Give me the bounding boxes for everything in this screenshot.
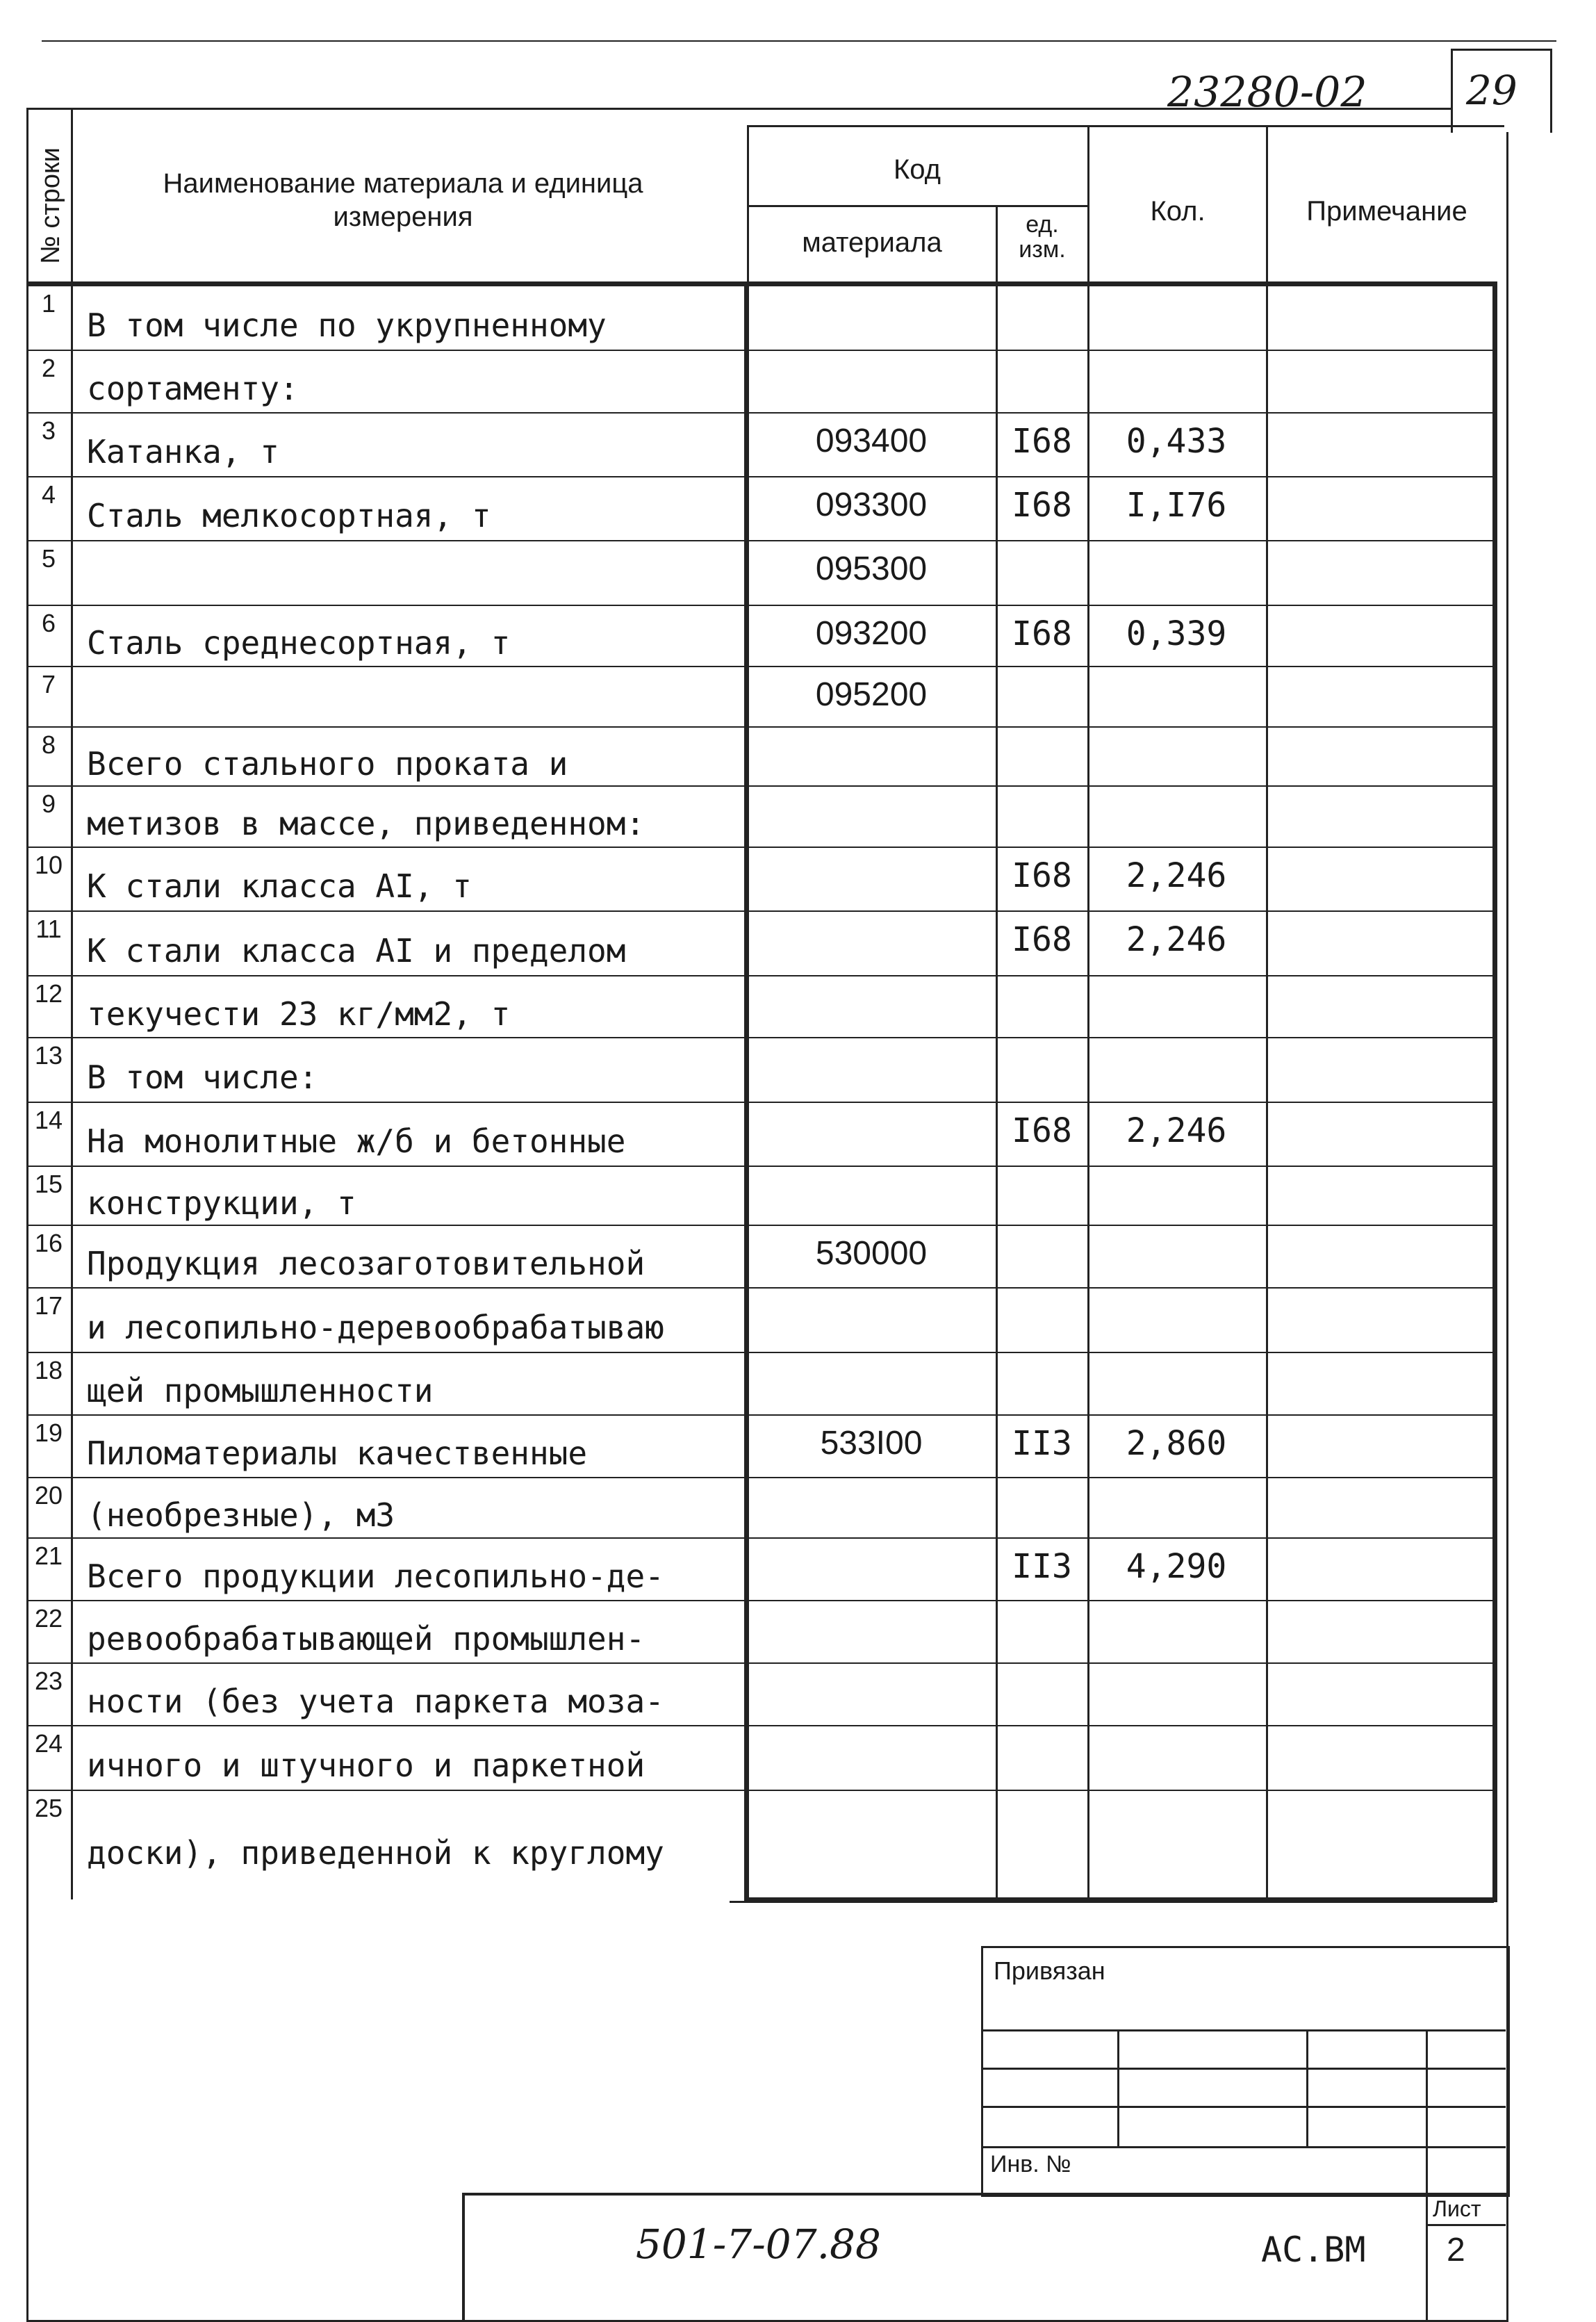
code-header: Код bbox=[893, 154, 941, 185]
col-right-thick bbox=[1492, 285, 1497, 1901]
cell-material-name: К стали класса AI, т bbox=[87, 867, 472, 905]
cell-unit-code: II3 bbox=[1012, 1424, 1072, 1463]
cell-material-name: Всего стального проката и bbox=[87, 744, 568, 783]
header-bottom-line bbox=[26, 281, 1497, 286]
row-divider bbox=[26, 1790, 1497, 1791]
cell-quantity: 2,246 bbox=[1126, 856, 1227, 895]
row-number: 6 bbox=[41, 609, 56, 637]
col-divider-unit bbox=[1087, 125, 1089, 1901]
row-divider bbox=[26, 1352, 1497, 1353]
row-divider bbox=[26, 540, 1497, 541]
row-number: 15 bbox=[34, 1170, 63, 1198]
row-number: 11 bbox=[35, 915, 62, 943]
cell-unit-code: I68 bbox=[1012, 920, 1072, 959]
row-number: 7 bbox=[41, 670, 56, 698]
code-material-header: материала bbox=[802, 227, 942, 258]
row-divider bbox=[26, 1537, 1497, 1539]
cell-material-name: В том числе по укрупненному bbox=[87, 306, 607, 344]
cell-unit-code: I68 bbox=[1012, 856, 1072, 895]
row-number: 5 bbox=[41, 544, 56, 573]
title-sheet-divider bbox=[1426, 2193, 1428, 2320]
cell-material-name: Продукция лесозаготовительной bbox=[87, 1245, 645, 1282]
cell-material-name: (необрезные), м3 bbox=[87, 1496, 395, 1534]
project-code: 501-7-07.88 bbox=[636, 2221, 881, 2268]
attached-col-3 bbox=[1426, 2029, 1428, 2193]
cell-unit-code: I68 bbox=[1012, 486, 1072, 525]
row-divider bbox=[26, 1662, 1497, 1664]
row-number: 18 bbox=[34, 1356, 63, 1384]
cell-material-code: 095300 bbox=[815, 550, 928, 587]
cell-material-name: К стали класса AI и пределом bbox=[87, 931, 626, 970]
row-number: 24 bbox=[34, 1729, 63, 1758]
table-top-line bbox=[26, 108, 1451, 110]
cell-quantity: 4,290 bbox=[1126, 1547, 1227, 1586]
cell-unit-code: II3 bbox=[1012, 1547, 1072, 1586]
col-divider-code bbox=[996, 207, 998, 1901]
cell-material-name: Пиломатериалы качественные bbox=[87, 1434, 588, 1472]
cell-material-name: ности (без учета паркета моза- bbox=[87, 1683, 664, 1720]
row-divider bbox=[26, 910, 1497, 912]
row-number: 14 bbox=[34, 1106, 63, 1134]
cell-material-name: текучести 23 кг/мм2, т bbox=[87, 995, 511, 1033]
row-divider bbox=[26, 785, 1497, 787]
name-header: Наименование материала и единица измерения bbox=[163, 168, 643, 232]
row-number: 4 bbox=[41, 480, 56, 509]
document-number: 23280-02 bbox=[1167, 68, 1367, 117]
cell-material-name: Катанка, т bbox=[87, 433, 279, 471]
cell-material-name: Всего продукции лесопильно-де- bbox=[87, 1557, 664, 1595]
cell-quantity: 0,433 bbox=[1126, 422, 1227, 461]
cell-material-name: На монолитные ж/б и бетонные bbox=[87, 1122, 626, 1160]
inv-label: Инв. № bbox=[990, 2151, 1071, 2177]
cell-material-code: 095200 bbox=[815, 676, 928, 713]
cell-material-code: 093300 bbox=[815, 487, 928, 523]
sheet-label-line bbox=[1426, 2224, 1506, 2226]
row-number: 10 bbox=[34, 851, 63, 879]
cell-material-code: 093200 bbox=[815, 615, 928, 652]
row-divider bbox=[26, 1600, 1497, 1601]
table-bottom-thick bbox=[744, 1897, 1497, 1902]
cell-material-name: конструкции, т bbox=[87, 1184, 356, 1222]
col-divider-name-thick bbox=[744, 285, 749, 1901]
col-divider-qty bbox=[1266, 125, 1268, 1901]
cell-quantity: I,I76 bbox=[1126, 486, 1227, 525]
qty-header: Кол. bbox=[1150, 196, 1206, 227]
row-divider bbox=[26, 1287, 1497, 1289]
row-divider bbox=[26, 1477, 1497, 1478]
code-unit-header: ед. изм. bbox=[1019, 211, 1066, 263]
row-divider bbox=[26, 605, 1497, 606]
row-number: 22 bbox=[34, 1604, 63, 1633]
sheet-label: Лист bbox=[1433, 2196, 1481, 2221]
cell-material-name: Сталь мелкосортная, т bbox=[87, 497, 491, 534]
cell-quantity: 0,339 bbox=[1126, 614, 1227, 653]
row-number: 12 bbox=[34, 979, 63, 1008]
row-divider bbox=[26, 1037, 1497, 1038]
row-divider bbox=[26, 975, 1497, 976]
cell-unit-code: I68 bbox=[1012, 614, 1072, 653]
cell-material-name: ревообрабатывающей промышлен- bbox=[87, 1620, 645, 1658]
row-number: 23 bbox=[34, 1667, 63, 1695]
cell-material-name: сортаменту: bbox=[87, 370, 299, 407]
row-number: 17 bbox=[34, 1291, 63, 1320]
row-divider bbox=[26, 350, 1497, 351]
row-divider bbox=[26, 726, 1497, 728]
row-number: 9 bbox=[41, 790, 56, 818]
row-number: 19 bbox=[34, 1418, 63, 1447]
cell-quantity: 2,246 bbox=[1126, 1111, 1227, 1150]
cell-material-name: доски), приведенной к круглому bbox=[87, 1834, 664, 1872]
row-divider bbox=[26, 1102, 1497, 1103]
cell-material-name: метизов в массе, приведенном: bbox=[87, 805, 645, 842]
row-number: 21 bbox=[34, 1542, 63, 1570]
row-number: 1 bbox=[41, 289, 56, 318]
row-number: 13 bbox=[34, 1041, 63, 1070]
cell-material-code: 093400 bbox=[815, 423, 928, 459]
sheet-value: 2 bbox=[1447, 2232, 1465, 2268]
cell-material-name: и лесопильно-деревообрабатываю bbox=[87, 1308, 664, 1346]
row-divider bbox=[26, 1225, 1497, 1226]
col-divider-rownum bbox=[71, 108, 73, 1899]
row-number: 3 bbox=[41, 416, 56, 445]
row-divider bbox=[26, 847, 1497, 848]
row-number: 25 bbox=[34, 1794, 63, 1822]
cell-material-code: 530000 bbox=[815, 1235, 928, 1272]
row-number-header: № строки bbox=[36, 147, 65, 264]
top-border-line bbox=[42, 40, 1556, 42]
row-divider bbox=[26, 1725, 1497, 1726]
attached-col-1 bbox=[1117, 2029, 1119, 2148]
header-code-top bbox=[747, 125, 1504, 127]
row-number: 20 bbox=[34, 1481, 63, 1510]
cell-unit-code: I68 bbox=[1012, 1111, 1072, 1150]
cell-material-name: Сталь среднесортная, т bbox=[87, 624, 511, 662]
attached-col-2 bbox=[1306, 2029, 1308, 2148]
row-divider bbox=[26, 666, 1497, 667]
header-code-split bbox=[747, 205, 1087, 207]
cell-material-name: щей промышленности bbox=[87, 1372, 434, 1409]
cell-material-code: 533I00 bbox=[820, 1425, 923, 1462]
row-number: 2 bbox=[41, 354, 56, 382]
cell-quantity: 2,860 bbox=[1126, 1424, 1227, 1463]
note-header: Примечание bbox=[1306, 196, 1467, 227]
row-divider bbox=[26, 412, 1497, 414]
row-divider bbox=[26, 476, 1497, 477]
attached-label: Привязан bbox=[994, 1956, 1105, 1985]
section-code: АС.ВМ bbox=[1261, 2230, 1366, 2270]
cell-material-name: В том числе: bbox=[87, 1058, 318, 1096]
cell-material-name: ичного и штучного и паркетной bbox=[87, 1746, 645, 1784]
sheet-number: 29 bbox=[1466, 67, 1517, 114]
cell-unit-code: I68 bbox=[1012, 422, 1072, 461]
row-divider bbox=[26, 1414, 1497, 1416]
row-number: 8 bbox=[41, 730, 56, 759]
row-number: 16 bbox=[34, 1229, 63, 1257]
cell-quantity: 2,246 bbox=[1126, 920, 1227, 959]
row-divider bbox=[26, 1166, 1497, 1167]
